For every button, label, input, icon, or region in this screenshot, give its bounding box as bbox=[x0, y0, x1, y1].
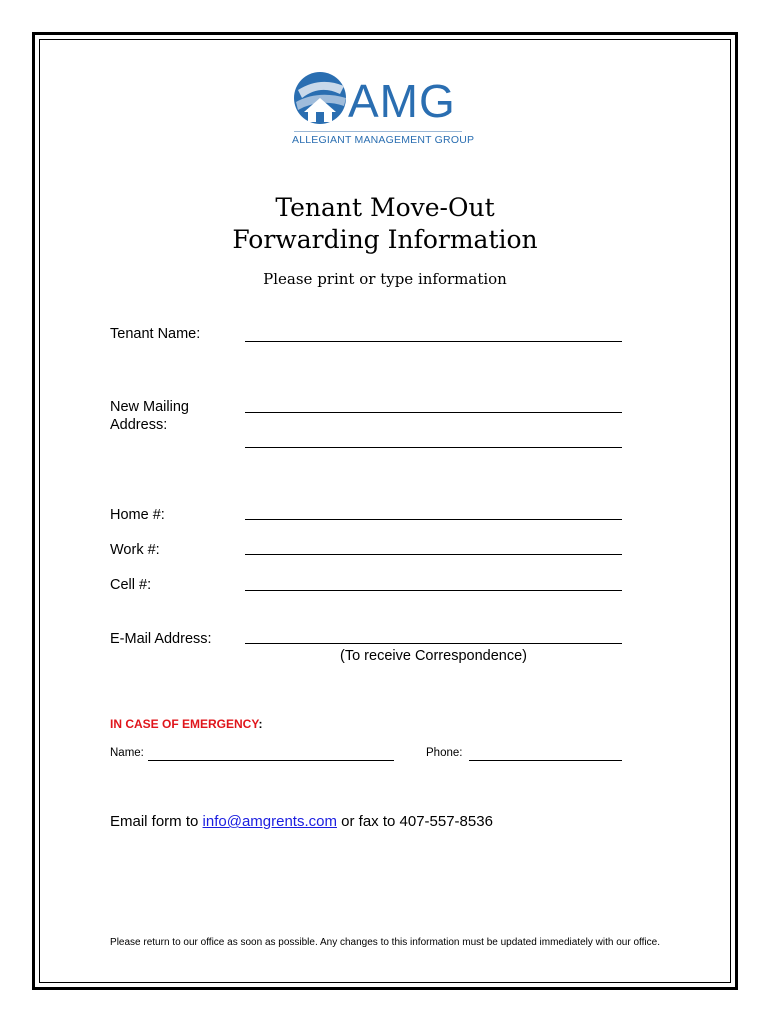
email-field[interactable] bbox=[245, 643, 622, 644]
submit-email-link[interactable]: info@amgrents.com bbox=[202, 813, 337, 830]
submit-prefix: Email form to bbox=[110, 813, 203, 830]
work-phone-field[interactable] bbox=[245, 554, 622, 555]
mailing-address-label-line1: New Mailing bbox=[110, 399, 189, 415]
amg-logo bbox=[290, 68, 475, 158]
home-phone-field[interactable] bbox=[245, 519, 622, 520]
emergency-name-field[interactable] bbox=[148, 760, 394, 761]
emergency-phone-field[interactable] bbox=[469, 760, 622, 761]
logo-wordmark: AMG bbox=[348, 75, 456, 127]
logo-company-name: ALLEGIANT MANAGEMENT GROUP bbox=[292, 134, 475, 146]
work-phone-label: Work #: bbox=[110, 542, 160, 558]
tenant-name-label: Tenant Name: bbox=[110, 326, 201, 342]
emergency-heading-colon: : bbox=[258, 717, 263, 731]
tenant-name-field[interactable] bbox=[245, 341, 622, 342]
emergency-heading-text: IN CASE OF EMERGENCY bbox=[110, 717, 259, 731]
house-globe-icon bbox=[290, 68, 352, 130]
email-note: (To receive Correspondence) bbox=[340, 648, 527, 664]
logo-divider bbox=[294, 131, 462, 132]
mailing-address-field-1[interactable] bbox=[245, 412, 622, 413]
email-label: E-Mail Address: bbox=[110, 631, 212, 647]
footer-note: Please return to our office as soon as possible. Any changes to this information must be updated immediately with our office. bbox=[110, 937, 660, 948]
submit-instructions bbox=[110, 813, 493, 830]
home-phone-label: Home #: bbox=[110, 507, 165, 523]
mailing-address-label-line2: Address: bbox=[110, 417, 168, 433]
emergency-name-label: Name: bbox=[110, 747, 144, 759]
cell-phone-label: Cell #: bbox=[110, 577, 152, 593]
submit-suffix: or fax to 407-557-8536 bbox=[336, 813, 493, 830]
emergency-phone-label: Phone: bbox=[426, 747, 463, 759]
mailing-address-field-2[interactable] bbox=[245, 447, 622, 448]
page-title-line2: Forwarding Information bbox=[232, 225, 538, 254]
page-title-line1: Tenant Move-Out bbox=[275, 193, 495, 222]
page-subtitle: Please print or type information bbox=[263, 270, 507, 288]
cell-phone-field[interactable] bbox=[245, 590, 622, 591]
emergency-heading bbox=[110, 717, 262, 731]
